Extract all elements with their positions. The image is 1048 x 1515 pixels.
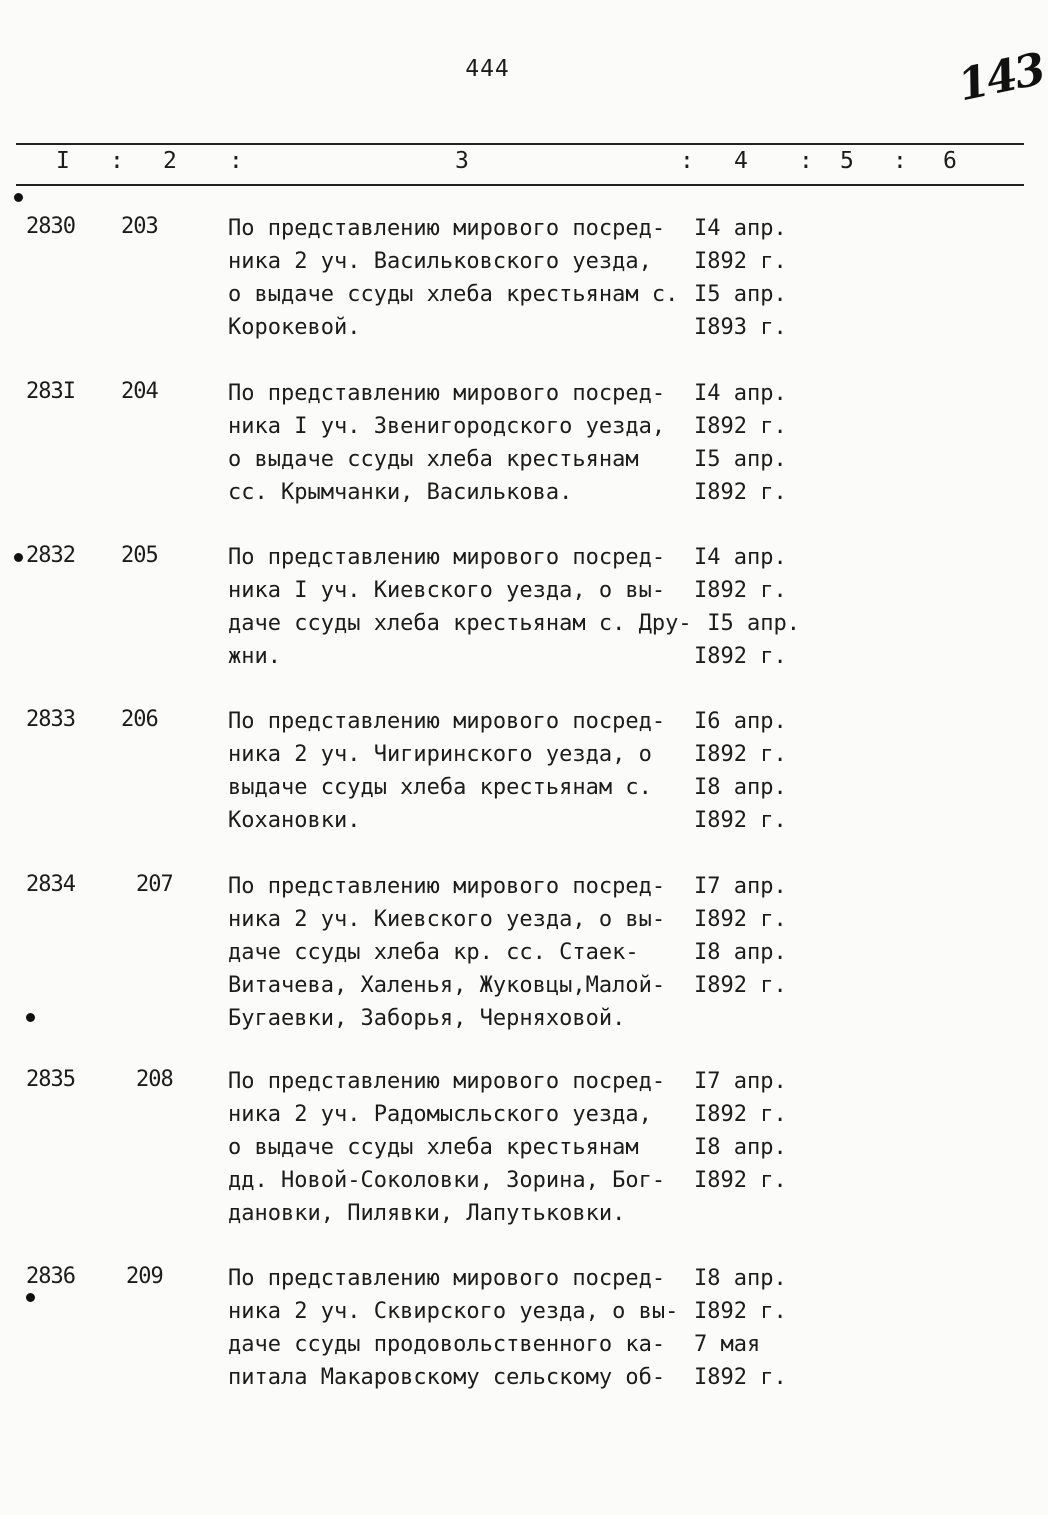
entry-subnumber: 204 [121,379,158,404]
entry-subnumber: 209 [126,1264,163,1289]
header-separator: : [110,148,124,174]
entry-subnumber: 208 [136,1067,173,1092]
margin-dot [14,193,23,202]
entry-description: По представлению мирового посред- ника I уч. Звенигородского уезда, о выдаче ссуды хлеба крестьянам сс. Крымчанки, Василькова. [228,381,666,505]
header-separator: : [893,148,907,174]
page-number: 444 [465,56,510,82]
header-separator: : [680,148,694,174]
entry-dates: I8 апр. I892 г. 7 мая I892 г. [694,1266,787,1390]
entry-dates: I6 апр. I892 г. I8 апр. I892 г. [694,709,787,833]
entry-description: По представлению мирового посред- ника 2 уч. Киевского уезда, о вы- даче ссуды хлеба кр. сс. Стаек- Витачева, Халенья, Жуковцы,Малой- Бугаевки, Заборья, Черняховой. [228,874,666,1031]
header-col-6: 6 [943,148,957,174]
entry-dates: I4 апр. I892 г. I5 апр. I893 г. [694,216,787,340]
entry-dates: I7 апр. I892 г. I8 апр. I892 г. [694,1069,787,1193]
entry-number: 2832 [26,543,75,568]
header-bottom-rule [16,184,1024,186]
header-col-1: I [56,148,70,174]
header-separator: : [799,148,813,174]
table-header [0,148,1024,180]
entry-description: По представлению мирового посред- ника 2 уч. Васильковского уезда, о выдаче ссуды хлеба крестьянам с. Корокевой. [228,216,679,340]
entry-number: 2835 [26,1067,75,1092]
entry-subnumber: 205 [121,543,158,568]
header-separator: : [229,148,243,174]
entry-description: По представлению мирового посред- ника 2 уч. Чигиринского уезда, о выдаче ссуды хлеба крестьянам с. Кохановки. [228,709,666,833]
entry-number: 283I [26,379,75,404]
entry-number: 2830 [26,214,75,239]
entry-description: По представлению мирового посред- ника I уч. Киевского уезда, о вы- даче ссуды хлеба крестьянам с. Дру- жни. [228,545,692,669]
margin-dot [14,553,23,562]
entry-number: 2833 [26,707,75,732]
entry-description: По представлению мирового посред- ника 2 уч. Сквирского уезда, о вы- даче ссуды продовольственного ка- питала Макаровскому сельскому об- [228,1266,679,1390]
margin-dot [26,1293,35,1302]
header-col-3: 3 [455,148,469,174]
entry-dates: I7 апр. I892 г. I8 апр. I892 г. [694,874,787,998]
entry-description: По представлению мирового посред- ника 2 уч. Радомысльского уезда, о выдаче ссуды хлеба крестьянам дд. Новой-Соколовки, Зорина, Бог- дановки, Пилявки, Лапутьковки. [228,1069,666,1226]
entry-dates: I4 апр. I892 г. I5 апр. I892 г. [694,545,800,669]
header-top-rule [16,143,1024,145]
header-col-4: 4 [734,148,748,174]
header-col-2: 2 [163,148,177,174]
entry-subnumber: 207 [136,872,173,897]
margin-dot [26,1013,35,1022]
handwritten-folio-number: 143 [953,43,1048,112]
entry-subnumber: 206 [121,707,158,732]
entry-dates: I4 апр. I892 г. I5 апр. I892 г. [694,381,787,505]
header-col-5: 5 [840,148,854,174]
entry-number: 2834 [26,872,75,897]
entry-number: 2836 [26,1264,75,1289]
entry-subnumber: 203 [121,214,158,239]
